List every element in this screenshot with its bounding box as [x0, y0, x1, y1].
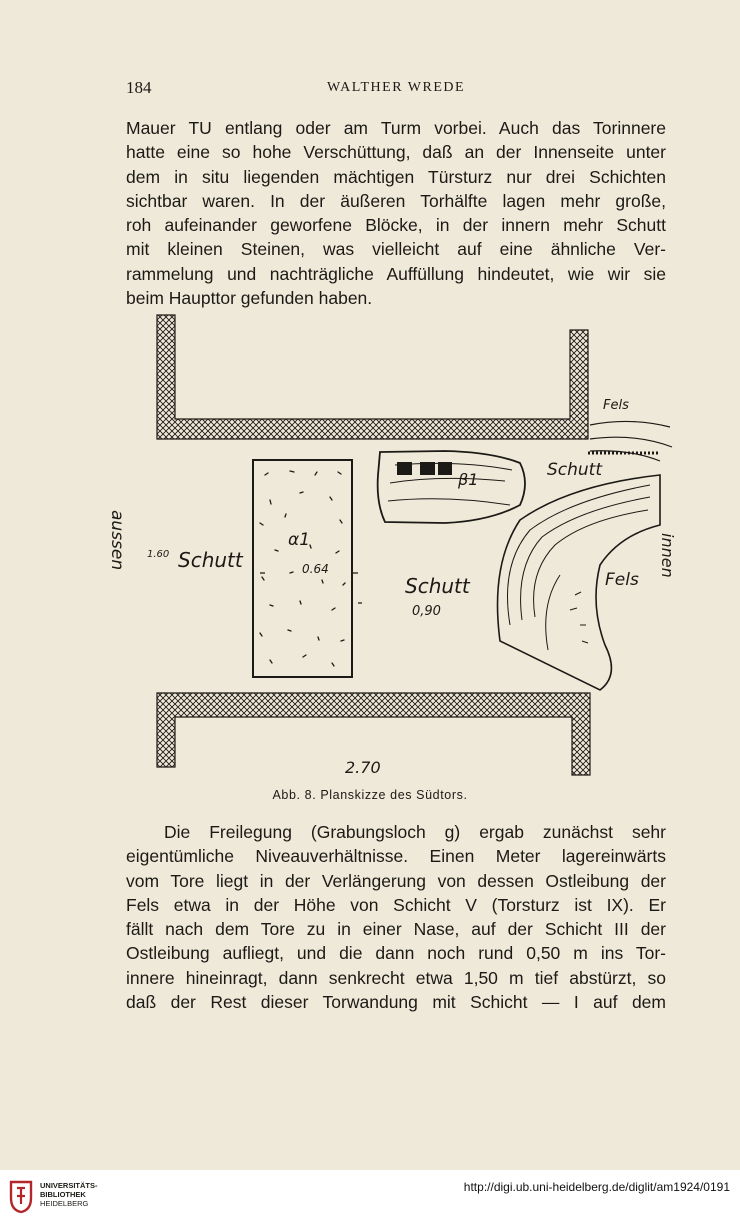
text-line: Ostleibung aufliegt, und die dann noch rund 0,50 m ins Tor- — [126, 943, 666, 964]
upper-wall — [157, 315, 588, 439]
text-line: daß der Rest dieser Torwandung mit Schicht — I auf dem — [126, 992, 666, 1013]
plan-sketch-figure — [100, 305, 680, 785]
stone-marker — [397, 462, 412, 475]
label-alpha1: α1 — [288, 530, 311, 550]
text-line: eigentümliche Niveauverhältnisse. Einen Meter lagereinwärts — [126, 846, 666, 867]
text-line: mit kleinen Steinen, was vielleicht auf eine ähnliche Ver- — [126, 239, 666, 260]
library-logo-icon — [8, 1178, 34, 1214]
library-name-line: UNIVERSITÄTS- — [40, 1181, 98, 1190]
text-line: Die Freilegung (Grabungsloch g) ergab zunächst sehr — [164, 822, 666, 842]
block-beta1 — [378, 451, 525, 523]
page-header — [126, 78, 666, 102]
text-line: fällt nach dem Tore zu in einer Nase, auf der Schicht III der — [126, 919, 666, 940]
text-line: Fels etwa in der Höhe von Schicht V (Torsturz ist IX). Er — [126, 894, 666, 915]
text-line: Mauer TU entlang oder am Turm vorbei. Auch das Torinnere — [126, 118, 666, 138]
label-beta1: β1 — [458, 470, 479, 489]
library-name-line: HEIDELBERG — [40, 1199, 89, 1208]
label-schutt-left: Schutt — [178, 548, 243, 572]
text-line: dem in situ liegenden mächtigen Türsturz nur drei Schichten — [126, 166, 666, 187]
figure-caption: Abb. 8. Planskizze des Südtors. — [272, 788, 468, 802]
text-line: roh aufeinander geworfene Blöcke, in der innern mehr Schutt — [126, 215, 666, 236]
library-name — [40, 1181, 98, 1208]
text-line: hatte eine so hohe Verschüttung, daß an der Innenseite unter — [126, 142, 666, 163]
label-090: 0,90 — [412, 604, 441, 619]
label-064: 0.64 — [302, 562, 329, 576]
paragraph-2 — [126, 820, 666, 1014]
label-270: 2.70 — [345, 758, 381, 777]
running-title: WALTHER WREDE — [326, 80, 466, 95]
stone-marker — [438, 462, 452, 475]
page-number: 184 — [126, 78, 152, 97]
label-160: 1.60 — [147, 549, 170, 560]
label-fels-top: Fels — [603, 398, 629, 413]
label-schutt-top: Schutt — [547, 460, 603, 480]
source-url-link[interactable]: http://digi.ub.uni-heidelberg.de/diglit/am1924/0191 — [463, 1180, 730, 1194]
text-line: beim Haupttor gefunden haben. — [126, 288, 373, 309]
stone-marker — [420, 462, 435, 475]
text-line: innere hineinragt, dann senkrecht etwa 1,50 m tief abstürzt, so — [126, 967, 666, 988]
text-line: rammelung und nachträgliche Auffüllung hindeutet, wie wir sie — [126, 263, 666, 284]
text-line: vom Tore liegt in der Verlängerung von dessen Ostleibung der — [126, 870, 666, 891]
label-fels-right: Fels — [605, 570, 639, 590]
label-schutt-center: Schutt — [405, 574, 470, 598]
library-name-line: BIBLIOTHEK — [40, 1190, 86, 1199]
paragraph-1 — [126, 116, 666, 310]
text-line: sichtbar waren. In der äußeren Torhälfte lagen mehr große, — [126, 190, 666, 211]
footer-bar — [0, 1170, 740, 1224]
label-innen: innen — [658, 533, 677, 578]
label-aussen: aussen — [107, 510, 127, 571]
